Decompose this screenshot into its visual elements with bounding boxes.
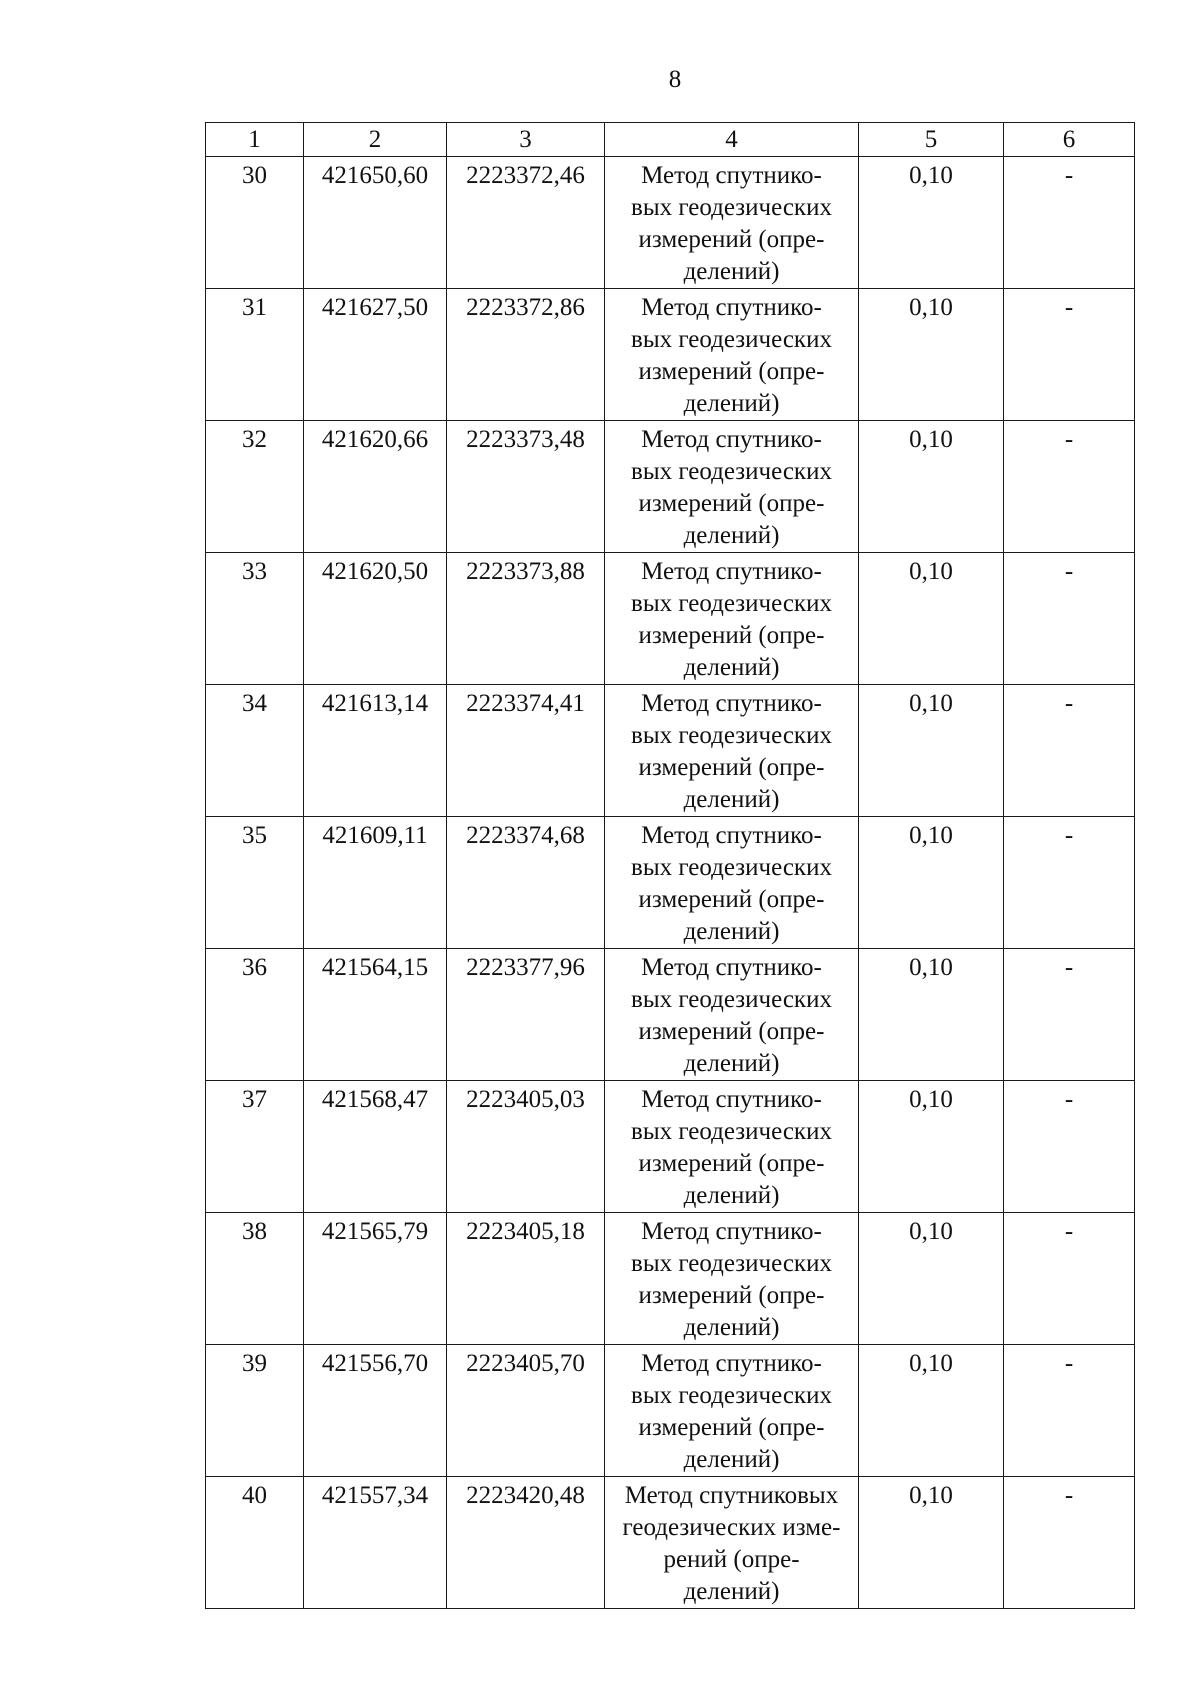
method-line: вых геодезических xyxy=(631,1118,832,1145)
method-line: Метод спутнико- xyxy=(641,690,822,717)
method-line: Метод спутнико- xyxy=(641,1350,822,1377)
coord-x-cell: 421650,60 xyxy=(304,157,447,289)
method-line: измерений (опре- xyxy=(638,490,825,517)
table-row xyxy=(206,157,1135,289)
accuracy-cell: 0,10 xyxy=(859,1477,1004,1609)
header-row xyxy=(206,123,1135,157)
method-line: делений) xyxy=(683,1182,780,1209)
method-line: делений) xyxy=(683,1578,780,1605)
coord-y-cell: 2223373,88 xyxy=(447,553,605,685)
method-line: делений) xyxy=(683,390,780,417)
note-cell: - xyxy=(1004,1213,1135,1345)
coord-x-cell: 421564,15 xyxy=(304,949,447,1081)
accuracy-cell: 0,10 xyxy=(859,685,1004,817)
table-row xyxy=(206,1345,1135,1477)
note-cell: - xyxy=(1004,1477,1135,1609)
column-header: 3 xyxy=(447,123,605,157)
coord-y-cell: 2223373,48 xyxy=(447,421,605,553)
method-line: делений) xyxy=(683,654,780,681)
method-line: измерений (опре- xyxy=(638,358,825,385)
method-line: Метод спутнико- xyxy=(641,558,822,585)
method-cell xyxy=(605,817,859,949)
point-number-cell: 37 xyxy=(206,1081,304,1213)
method-line: вых геодезических xyxy=(631,326,832,353)
accuracy-cell: 0,10 xyxy=(859,157,1004,289)
coord-x-cell: 421627,50 xyxy=(304,289,447,421)
accuracy-cell: 0,10 xyxy=(859,1081,1004,1213)
method-line: измерений (опре- xyxy=(638,886,825,913)
accuracy-cell: 0,10 xyxy=(859,817,1004,949)
coord-x-cell: 421609,11 xyxy=(304,817,447,949)
method-line: Метод спутнико- xyxy=(641,954,822,981)
coord-x-cell: 421565,79 xyxy=(304,1213,447,1345)
coord-y-cell: 2223374,68 xyxy=(447,817,605,949)
column-header: 5 xyxy=(859,123,1004,157)
method-line: вых геодезических xyxy=(631,458,832,485)
method-cell xyxy=(605,1213,859,1345)
method-line: геодезических изме- xyxy=(622,1514,841,1541)
table-row xyxy=(206,1477,1135,1609)
method-cell xyxy=(605,685,859,817)
method-line: Метод спутнико- xyxy=(641,294,822,321)
table-row xyxy=(206,1081,1135,1213)
method-cell xyxy=(605,289,859,421)
coord-x-cell: 421557,34 xyxy=(304,1477,447,1609)
accuracy-cell: 0,10 xyxy=(859,289,1004,421)
column-header: 6 xyxy=(1004,123,1135,157)
point-number-cell: 38 xyxy=(206,1213,304,1345)
note-cell: - xyxy=(1004,421,1135,553)
method-line: измерений (опре- xyxy=(638,226,825,253)
accuracy-cell: 0,10 xyxy=(859,421,1004,553)
method-line: Метод спутнико- xyxy=(641,1086,822,1113)
column-header: 4 xyxy=(605,123,859,157)
method-line: Метод спутнико- xyxy=(641,1218,822,1245)
method-cell xyxy=(605,949,859,1081)
coord-x-cell: 421613,14 xyxy=(304,685,447,817)
point-number-cell: 31 xyxy=(206,289,304,421)
coord-y-cell: 2223377,96 xyxy=(447,949,605,1081)
coordinates-table xyxy=(205,122,1135,1609)
coord-y-cell: 2223372,86 xyxy=(447,289,605,421)
note-cell: - xyxy=(1004,949,1135,1081)
note-cell: - xyxy=(1004,157,1135,289)
method-line: делений) xyxy=(683,522,780,549)
method-line: вых геодезических xyxy=(631,590,832,617)
method-line: измерений (опре- xyxy=(638,1150,825,1177)
table-row xyxy=(206,685,1135,817)
accuracy-cell: 0,10 xyxy=(859,1345,1004,1477)
coord-y-cell: 2223420,48 xyxy=(447,1477,605,1609)
note-cell: - xyxy=(1004,1081,1135,1213)
method-line: делений) xyxy=(683,1314,780,1341)
method-cell xyxy=(605,1081,859,1213)
method-line: Метод спутнико- xyxy=(641,822,822,849)
point-number-cell: 35 xyxy=(206,817,304,949)
table-row xyxy=(206,553,1135,685)
method-cell xyxy=(605,421,859,553)
coord-x-cell: 421568,47 xyxy=(304,1081,447,1213)
method-cell xyxy=(605,157,859,289)
method-line: Метод спутниковых xyxy=(624,1482,839,1509)
method-line: делений) xyxy=(683,918,780,945)
point-number-cell: 30 xyxy=(206,157,304,289)
note-cell: - xyxy=(1004,817,1135,949)
column-header: 2 xyxy=(304,123,447,157)
method-line: измерений (опре- xyxy=(638,1414,825,1441)
coord-y-cell: 2223405,03 xyxy=(447,1081,605,1213)
method-line: измерений (опре- xyxy=(638,1282,825,1309)
method-line: делений) xyxy=(683,1446,780,1473)
note-cell: - xyxy=(1004,289,1135,421)
method-line: Метод спутнико- xyxy=(641,426,822,453)
accuracy-cell: 0,10 xyxy=(859,553,1004,685)
accuracy-cell: 0,10 xyxy=(859,949,1004,1081)
coord-x-cell: 421620,66 xyxy=(304,421,447,553)
method-line: вых геодезических xyxy=(631,194,832,221)
point-number-cell: 36 xyxy=(206,949,304,1081)
point-number-cell: 32 xyxy=(206,421,304,553)
method-line: вых геодезических xyxy=(631,1250,832,1277)
table-row xyxy=(206,1213,1135,1345)
point-number-cell: 34 xyxy=(206,685,304,817)
table-row xyxy=(206,817,1135,949)
point-number-cell: 39 xyxy=(206,1345,304,1477)
method-line: Метод спутнико- xyxy=(641,162,822,189)
method-line: вых геодезических xyxy=(631,854,832,881)
note-cell: - xyxy=(1004,553,1135,685)
method-cell xyxy=(605,553,859,685)
coord-y-cell: 2223405,18 xyxy=(447,1213,605,1345)
page-number: 8 xyxy=(668,66,682,93)
coord-y-cell: 2223405,70 xyxy=(447,1345,605,1477)
method-cell xyxy=(605,1345,859,1477)
accuracy-cell: 0,10 xyxy=(859,1213,1004,1345)
column-header: 1 xyxy=(206,123,304,157)
method-line: вых геодезических xyxy=(631,1382,832,1409)
coord-x-cell: 421620,50 xyxy=(304,553,447,685)
point-number-cell: 40 xyxy=(206,1477,304,1609)
note-cell: - xyxy=(1004,1345,1135,1477)
method-line: вых геодезических xyxy=(631,986,832,1013)
table-row xyxy=(206,289,1135,421)
table-row xyxy=(206,949,1135,1081)
coord-y-cell: 2223372,46 xyxy=(447,157,605,289)
method-cell xyxy=(605,1477,859,1609)
coord-y-cell: 2223374,41 xyxy=(447,685,605,817)
method-line: вых геодезических xyxy=(631,722,832,749)
coord-x-cell: 421556,70 xyxy=(304,1345,447,1477)
point-number-cell: 33 xyxy=(206,553,304,685)
method-line: измерений (опре- xyxy=(638,754,825,781)
method-line: делений) xyxy=(683,258,780,285)
method-line: делений) xyxy=(683,1050,780,1077)
method-line: измерений (опре- xyxy=(638,622,825,649)
note-cell: - xyxy=(1004,685,1135,817)
table-row xyxy=(206,421,1135,553)
method-line: измерений (опре- xyxy=(638,1018,825,1045)
method-line: делений) xyxy=(683,786,780,813)
method-line: рений (опре- xyxy=(663,1546,800,1573)
